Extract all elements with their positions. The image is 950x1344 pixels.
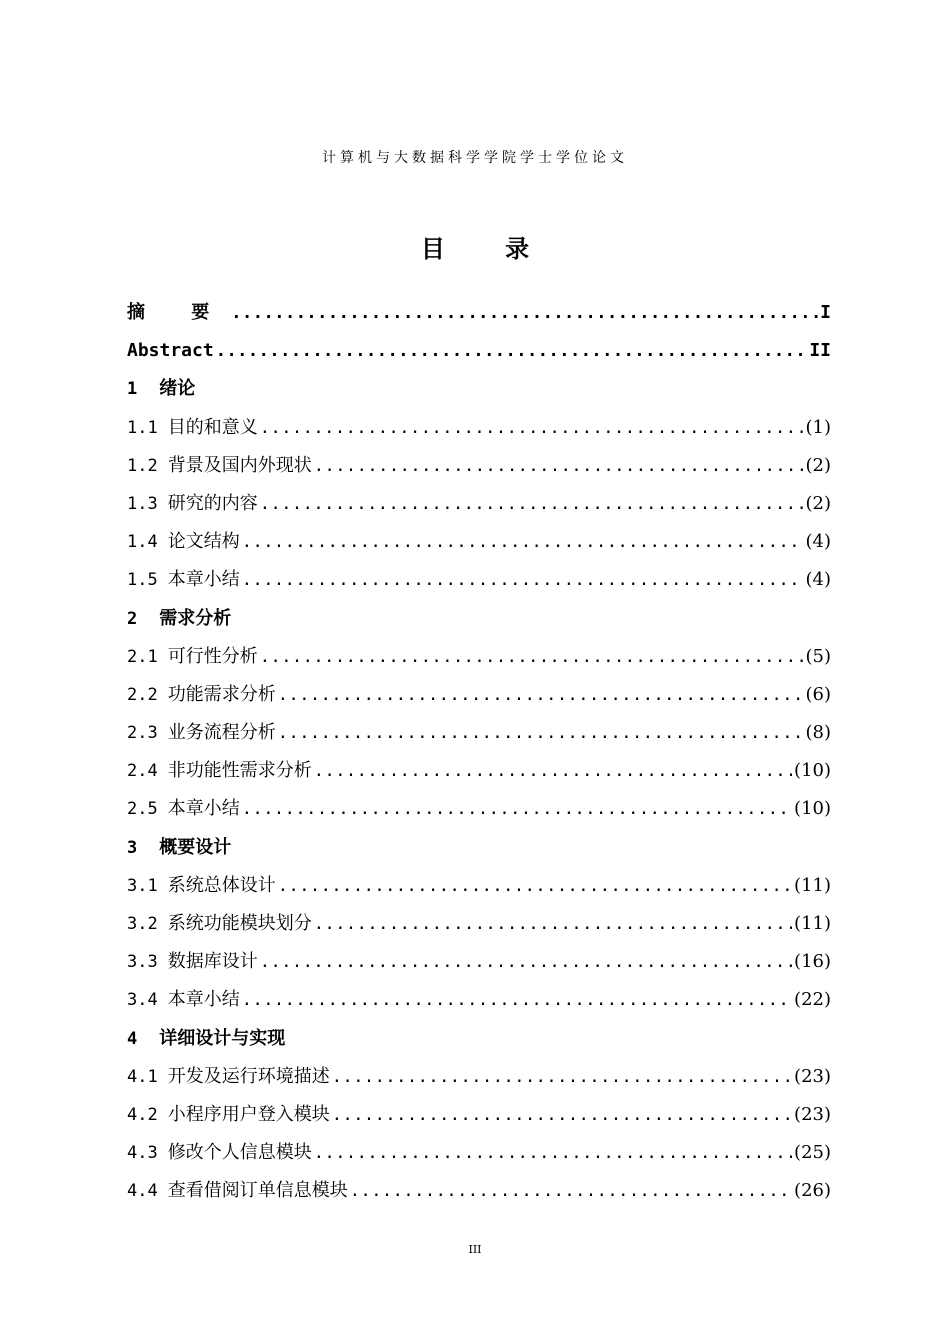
section-number: 2.5 (127, 799, 158, 820)
section-label: 小程序用户登入模块 (167, 1103, 330, 1125)
dot-leader (314, 447, 804, 485)
toc-entry[interactable] (127, 714, 831, 752)
dot-leader (278, 676, 804, 714)
section-number: 3.4 (127, 990, 158, 1011)
toc-entry-abstract-en[interactable] (127, 332, 831, 370)
chapter-number: 2 (127, 608, 138, 629)
dot-leader (314, 905, 792, 943)
chapter-number: 4 (127, 1028, 138, 1049)
section-number: 1.3 (127, 493, 158, 514)
dot-leader (242, 790, 792, 828)
section-number: 1.1 (127, 417, 158, 438)
section-label: 研究的内容 (167, 492, 258, 514)
section-number: 2.1 (127, 646, 158, 667)
dot-leader (260, 409, 804, 447)
section-label: 可行性分析 (167, 645, 258, 667)
toc-entry[interactable] (127, 1134, 831, 1172)
section-number: 2.2 (127, 684, 158, 705)
section-page: (16) (794, 951, 831, 973)
toc-title: 目 录 (420, 235, 556, 263)
section-page: (10) (794, 798, 831, 820)
dot-leader (260, 638, 804, 676)
toc-entry-label: 摘 要 (127, 302, 230, 323)
section-number: 3.1 (127, 875, 158, 896)
section-label: 目的和意义 (167, 416, 258, 438)
section-page: (23) (794, 1103, 831, 1125)
chapter-number: 1 (127, 379, 138, 400)
section-label: 开发及运行环境描述 (167, 1065, 330, 1087)
section-page: (2) (805, 454, 831, 476)
section-page: (2) (805, 492, 831, 514)
section-page: (4) (805, 569, 831, 591)
section-label: 本章小结 (167, 798, 240, 820)
running-header: 计算机与大数据科学学院学士学位论文 (322, 150, 628, 166)
section-number: 1.5 (127, 570, 158, 591)
dot-leader (332, 1096, 792, 1134)
toc-entry-page: I (820, 302, 831, 323)
section-number: 4.3 (127, 1143, 158, 1164)
section-page: (4) (805, 531, 831, 553)
section-page: (26) (794, 1180, 831, 1202)
chapter-title: 需求分析 (159, 607, 232, 629)
toc-entry[interactable] (127, 790, 831, 828)
section-label: 论文结构 (167, 531, 240, 553)
section-number: 4.2 (127, 1104, 158, 1125)
dot-leader (314, 1134, 792, 1172)
toc-entry[interactable] (127, 1096, 831, 1134)
section-label: 数据库设计 (167, 951, 258, 973)
dot-leader (278, 867, 792, 905)
section-number: 3.3 (127, 952, 158, 973)
section-label: 功能需求分析 (167, 683, 276, 705)
section-page: (11) (794, 874, 831, 896)
section-label: 系统总体设计 (167, 874, 276, 896)
section-label: 业务流程分析 (167, 722, 276, 744)
toc-entry[interactable] (127, 447, 831, 485)
section-label: 非功能性需求分析 (167, 760, 312, 782)
toc-entry[interactable] (127, 409, 831, 447)
toc-entry[interactable] (127, 1172, 831, 1210)
section-label: 背景及国内外现状 (167, 454, 312, 476)
section-page: (6) (805, 683, 831, 705)
chapter-number: 3 (127, 837, 138, 858)
section-page: (1) (805, 416, 831, 438)
toc-entry-abstract-cn[interactable] (127, 294, 831, 332)
section-label: 修改个人信息模块 (167, 1142, 312, 1164)
page-number: III (468, 1243, 482, 1256)
section-page: (22) (794, 989, 831, 1011)
toc-entry[interactable] (127, 867, 831, 905)
dot-leader (242, 523, 804, 561)
section-page: (8) (805, 722, 831, 744)
table-of-contents (127, 294, 831, 1211)
section-page: (11) (794, 913, 831, 934)
dot-leader (314, 752, 792, 790)
toc-entry[interactable] (127, 523, 831, 561)
chapter-title: 绪论 (159, 378, 196, 400)
section-page: (23) (794, 1065, 831, 1087)
toc-entry[interactable] (127, 752, 831, 790)
chapter-title: 详细设计与实现 (159, 1027, 286, 1049)
dot-leader (350, 1172, 792, 1210)
dot-leader (260, 485, 804, 523)
section-page: (25) (794, 1142, 831, 1164)
section-label: 系统功能模块划分 (167, 913, 312, 934)
toc-entry-page: II (809, 340, 831, 362)
toc-chapter-3[interactable] (127, 829, 831, 867)
toc-chapter-1[interactable] (127, 370, 831, 408)
section-page: (5) (805, 645, 831, 667)
toc-entry[interactable] (127, 638, 831, 676)
dot-leader (260, 943, 792, 981)
toc-chapter-2[interactable] (127, 600, 831, 638)
toc-entry[interactable] (127, 1058, 831, 1096)
dot-leader (231, 294, 818, 332)
toc-entry[interactable] (127, 981, 831, 1019)
dot-leader (278, 714, 804, 752)
toc-entry[interactable] (127, 676, 831, 714)
toc-entry[interactable] (127, 561, 831, 599)
section-number: 4.4 (127, 1181, 158, 1202)
dot-leader (242, 561, 804, 599)
dot-leader (216, 332, 808, 370)
toc-entry-label: Abstract (127, 340, 214, 362)
section-label: 查看借阅订单信息模块 (167, 1180, 348, 1202)
chapter-title: 概要设计 (159, 836, 232, 858)
section-page: (10) (794, 760, 831, 782)
dot-leader (242, 981, 792, 1019)
section-number: 2.4 (127, 761, 158, 782)
section-number: 3.2 (127, 914, 158, 934)
section-number: 4.1 (127, 1066, 158, 1087)
toc-entry[interactable] (127, 943, 831, 981)
section-label: 本章小结 (167, 989, 240, 1011)
section-number: 1.2 (127, 455, 158, 476)
toc-chapter-4[interactable] (127, 1020, 831, 1058)
toc-entry[interactable] (127, 485, 831, 523)
section-number: 2.3 (127, 723, 158, 744)
section-label: 本章小结 (167, 569, 240, 591)
toc-entry[interactable] (127, 905, 831, 943)
dot-leader (332, 1058, 792, 1096)
section-number: 1.4 (127, 532, 158, 553)
